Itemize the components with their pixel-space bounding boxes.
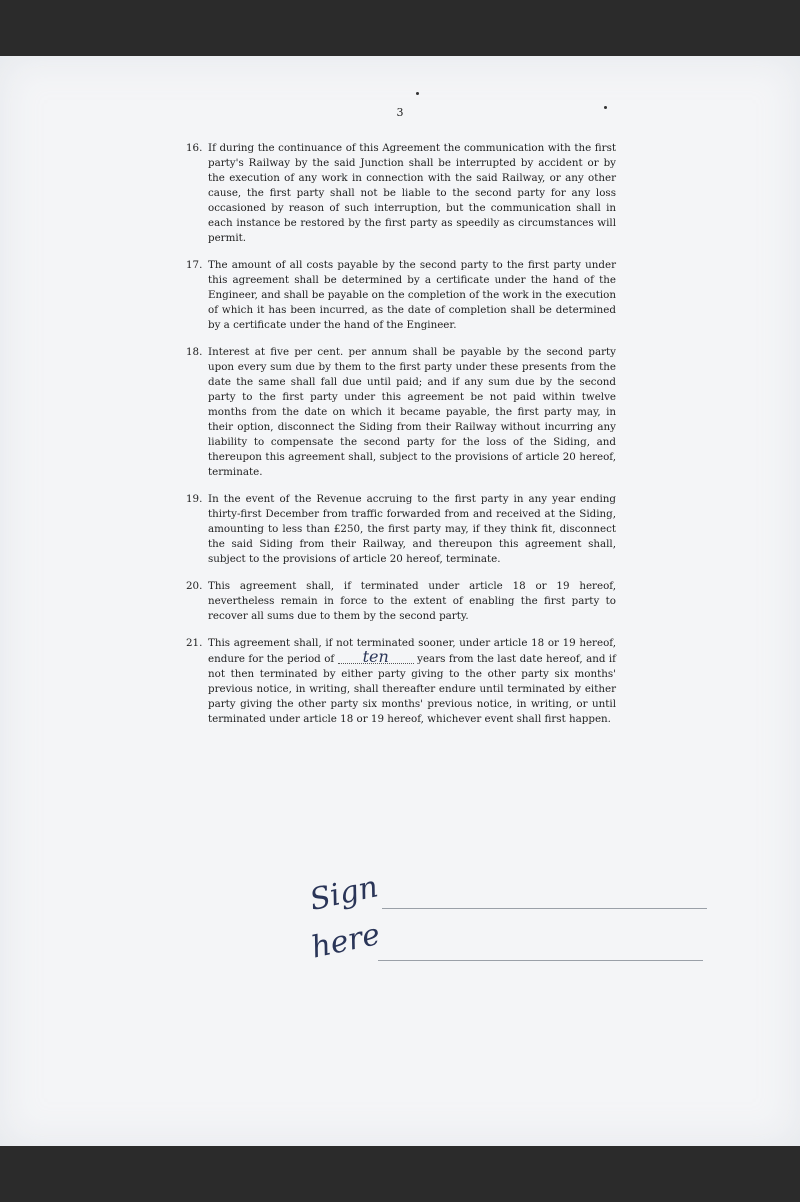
clause-19 — [186, 492, 616, 567]
clause-21 — [186, 636, 616, 727]
handwritten-sign: Sign — [306, 869, 382, 918]
signature-line-1[interactable] — [382, 908, 707, 909]
clause-20 — [186, 579, 616, 624]
clause-number: 19. — [186, 493, 203, 505]
handwritten-sign-here — [300, 856, 390, 966]
clause-18 — [186, 345, 616, 480]
clause-text: This agreement shall, if terminated under article 18 or 19 hereof, nevertheless remain in force to the extent of enabling the first party to recover all sums due to them by the second party. — [208, 580, 616, 622]
clause-number: 18. — [186, 346, 203, 358]
handwritten-here: here — [308, 916, 384, 966]
clause-number: 21. — [186, 637, 203, 649]
clause-16 — [186, 141, 616, 246]
clause-list — [186, 141, 616, 739]
clause-text-before: This agreement shall, if not terminated sooner, under article 18 or 19 hereof, endure for the period of — [208, 637, 616, 665]
clause-number: 20. — [186, 580, 203, 592]
clause-17 — [186, 258, 616, 333]
document-page — [0, 56, 800, 1146]
page-number: 3 — [396, 106, 404, 119]
handwritten-period: ten — [338, 651, 414, 664]
clause-text: The amount of all costs payable by the second party to the first party under this agreement shall be determined by a certificate under the hand of the Engineer, and shall be payable on the completion of the work in the execution of which it has been incurred, as the date of completion shall be determined by a certificate under the hand of the Engineer. — [208, 259, 616, 331]
paper-mark — [416, 92, 419, 95]
clause-text: If during the continuance of this Agreement the communication with the first party's Railway by the said Junction shall be interrupted by accident or by the execution of any work in connection with the said Railway, or any other cause, the first party shall not be liable to the second party for any loss occasioned by reason of such interruption, but the communication shall in each instance be restored by the first party as speedily as circumstances will permit. — [208, 142, 616, 244]
clause-number: 17. — [186, 259, 203, 271]
clause-text — [208, 636, 616, 727]
clause-number: 16. — [186, 142, 203, 154]
clause-text: Interest at five per cent. per annum shall be payable by the second party upon every sum due by them to the first party under these presents from the date the same shall fall due until paid; and if any sum due by the second party to the first party under this agreement be not paid within twelve months from the date on which it became payable, the first party may, in their option, disconnect the Siding from their Railway without incurring any liability to compensate the second party for the loss of the Siding, and thereupon this agreement shall, subject to the provisions of article 20 hereof, terminate. — [208, 346, 616, 478]
signature-area — [300, 856, 720, 976]
signature-line-2[interactable] — [378, 960, 703, 961]
clause-text: In the event of the Revenue accruing to the first party in any year ending thirty-first December from traffic forwarded from and received at the Siding, amounting to less than £250, the first party may, if they think fit, disconnect the said Siding from their Railway, and thereupon this agreement shall, subject to the provisions of article 20 hereof, terminate. — [208, 493, 616, 565]
clause-text-after: years from the last date hereof, and if not then terminated by either party giving to the other party six months' previous notice, in writing, shall thereafter endure until terminated by either party giving the other party six months' previous notice, in writing, or until terminated under article 18 or 19 hereof, whichever event shall first happen. — [208, 653, 616, 725]
